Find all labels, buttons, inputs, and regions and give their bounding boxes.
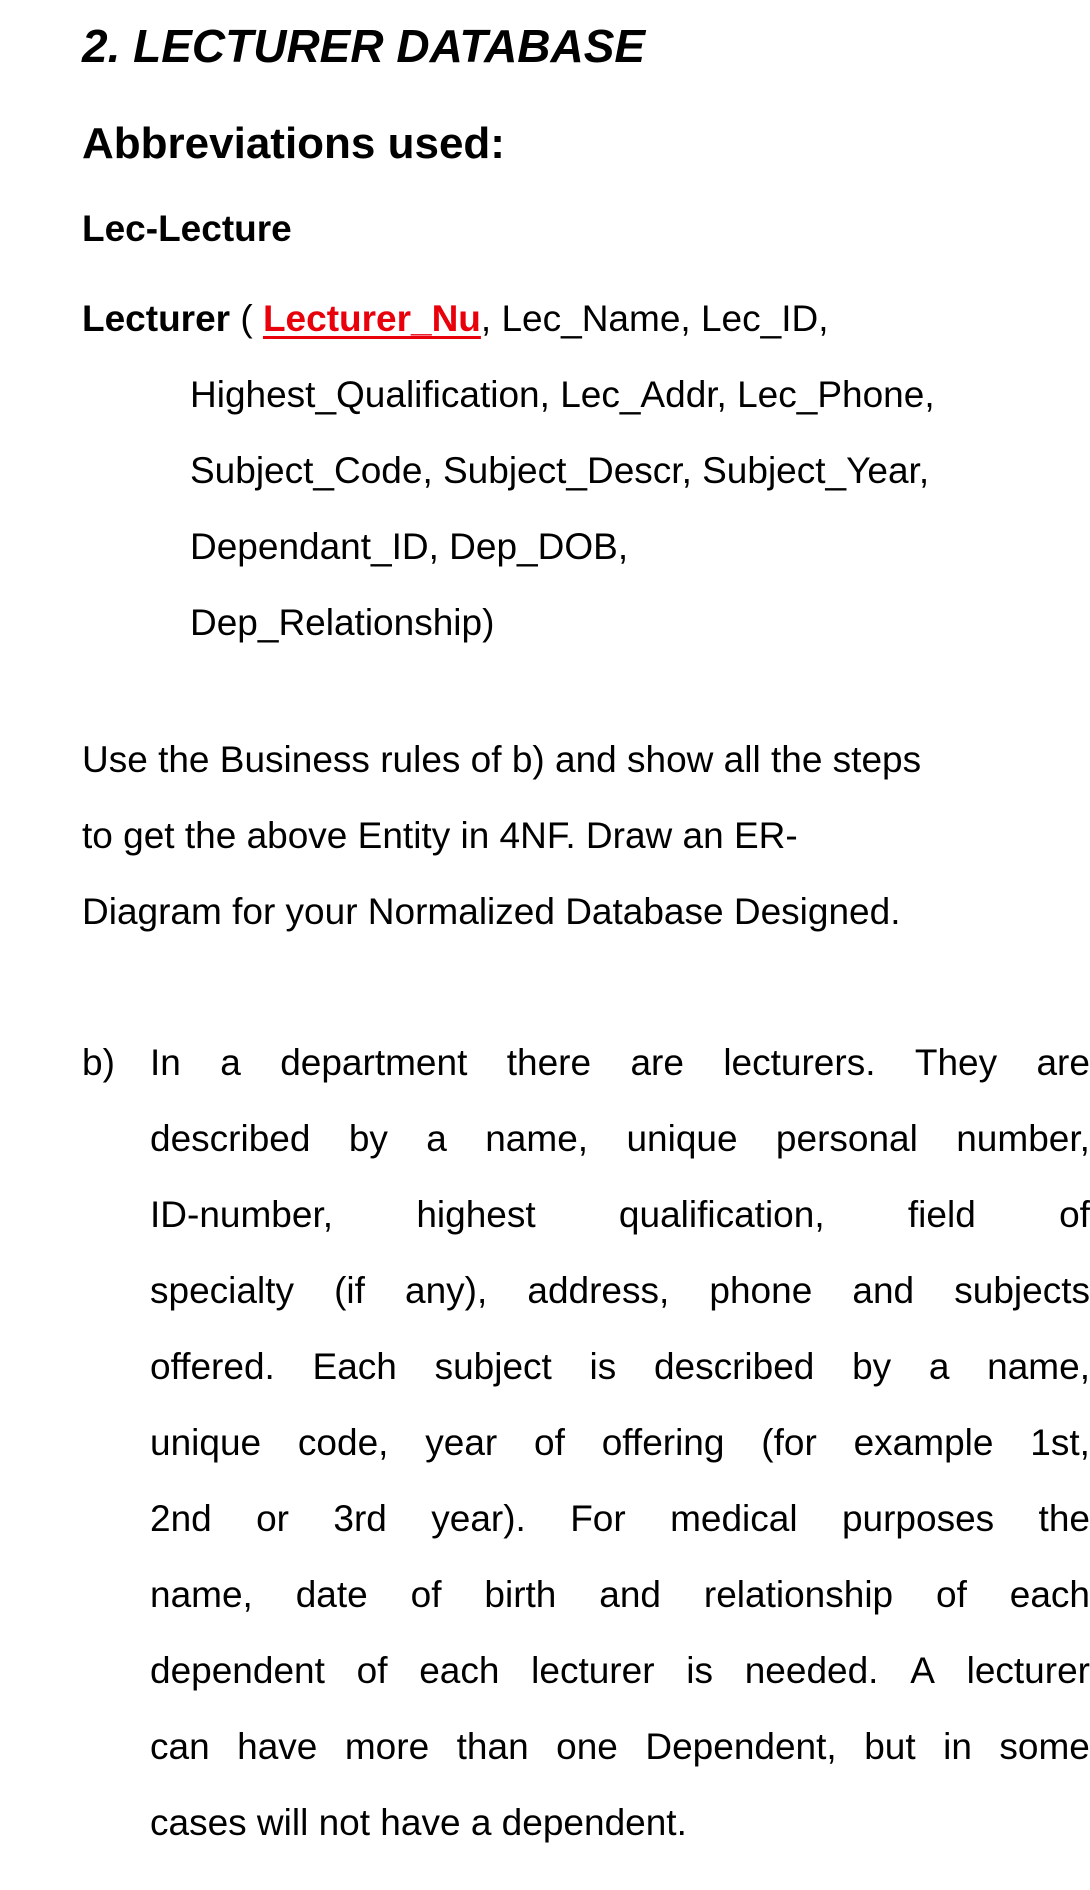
business-rules-line: unique code, year of offering (for example 1st, — [150, 1422, 1090, 1463]
business-rules-line: described by a name, unique personal number, — [150, 1118, 1090, 1159]
business-rules-line: name, date of birth and relationship of each — [150, 1574, 1090, 1615]
business-rules-line: ID-number, highest qualification, field of — [150, 1194, 1090, 1235]
business-rules-line: In a department there are lecturers. They are — [150, 1042, 1090, 1083]
abbreviations-heading: Abbreviations used: — [82, 119, 505, 168]
relation-line-4: Dependant_ID, Dep_DOB, — [190, 526, 629, 567]
business-rules-line: cases will not have a dependent. — [150, 1802, 687, 1843]
section-title: 2. LECTURER DATABASE — [82, 20, 646, 72]
business-rules-marker: b) — [82, 1042, 115, 1083]
relation-line-2: Highest_Qualification, Lec_Addr, Lec_Phone, — [190, 374, 935, 415]
relation-schema — [82, 281, 1022, 661]
abbreviation-item: Lec-Lecture — [82, 208, 292, 249]
relation-line-5: Dep_Relationship) — [190, 602, 495, 643]
business-rules-line: dependent of each lecturer is needed. A lecturer — [150, 1650, 1090, 1691]
instructions-paragraph — [82, 722, 1022, 950]
instructions-line-3: Diagram for your Normalized Database Designed. — [82, 891, 901, 932]
relation-line-1 — [82, 281, 1022, 357]
business-rules-line: specialty (if any), address, phone and subjects — [150, 1270, 1090, 1311]
relation-open-paren: ( — [230, 298, 263, 339]
instructions-line-2: to get the above Entity in 4NF. Draw an ER- — [82, 815, 798, 856]
business-rules-line: can have more than one Dependent, but in some — [150, 1726, 1090, 1767]
business-rules-body — [150, 1025, 1090, 1861]
relation-attributes-1: , Lec_Name, Lec_ID, — [480, 298, 829, 339]
business-rules-line: offered. Each subject is described by a name, — [150, 1346, 1090, 1387]
relation-line-3: Subject_Code, Subject_Descr, Subject_Year, — [190, 450, 930, 491]
instructions-line-1: Use the Business rules of b) and show all the steps — [82, 739, 922, 780]
relation-primary-key: Lecturer_Nu — [262, 298, 481, 339]
business-rules-line: 2nd or 3rd year). For medical purposes the — [150, 1498, 1090, 1539]
relation-entity-name: Lecturer — [82, 298, 231, 339]
